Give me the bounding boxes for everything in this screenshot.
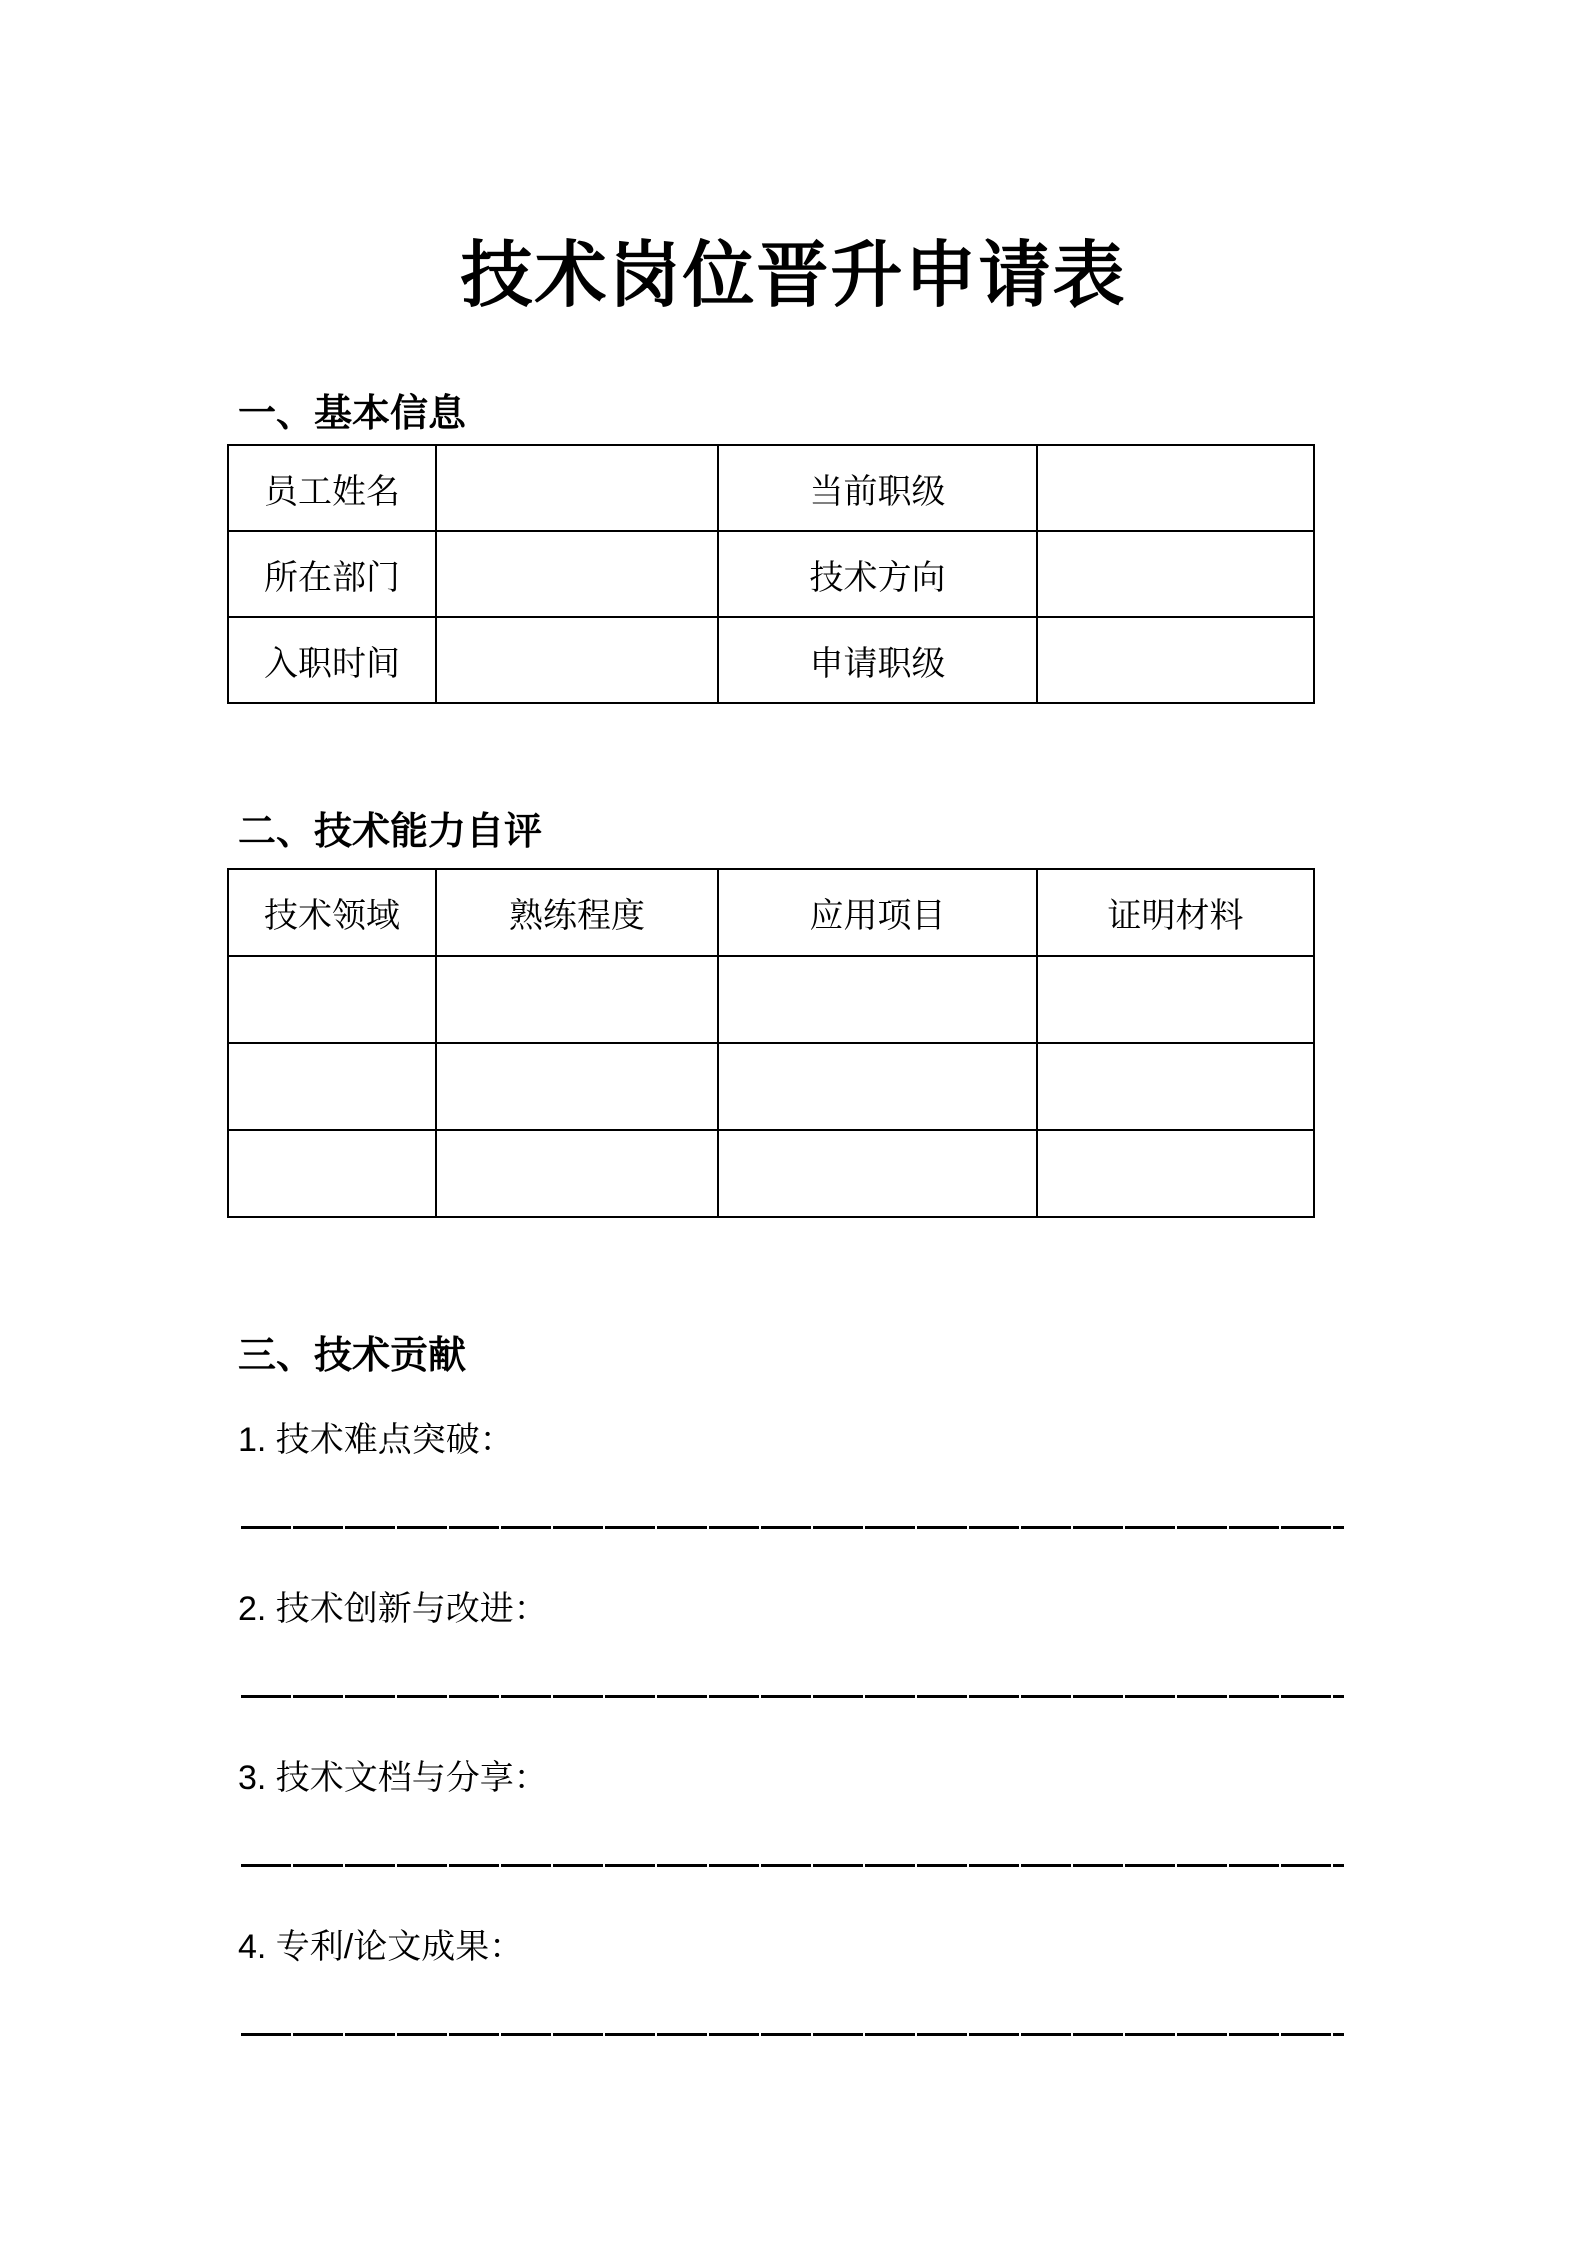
field-label: 所在部门 [228,531,436,617]
skill-empty-cell[interactable] [436,956,718,1043]
skill-empty-cell[interactable] [1037,1043,1314,1130]
page-title: 技术岗位晋升申请表 [460,236,1127,316]
contribution-item [238,1758,1587,1867]
basic-info-row [228,445,1314,531]
fill-in-line[interactable] [241,1695,1344,1698]
contribution-label: 2. 技术创新与改进： [238,1590,548,1628]
field-label: 技术方向 [718,531,1037,617]
fill-in-line[interactable] [241,1864,1344,1867]
section-basic-info [0,392,1587,704]
contribution-item [238,1589,1587,1698]
section-self-assessment [0,810,1587,1218]
skill-row [228,1043,1314,1130]
field-value-cell[interactable] [436,617,718,703]
self-assessment-heading: 二、技术能力自评 [238,811,543,853]
field-label: 申请职级 [718,617,1037,703]
skill-empty-cell[interactable] [718,1043,1037,1130]
field-label: 当前职级 [718,445,1037,531]
self-assessment-table [227,868,1315,1218]
basic-info-heading: 一、基本信息 [238,393,467,435]
field-value-cell[interactable] [1037,617,1314,703]
contribution-label: 1. 技术难点突破： [238,1421,514,1459]
skill-row [228,956,1314,1043]
field-label: 入职时间 [228,617,436,703]
contribution-item [238,1420,1587,1529]
basic-info-row [228,531,1314,617]
skill-empty-cell[interactable] [1037,1130,1314,1217]
contribution-item [238,1927,1587,2036]
skill-empty-cell[interactable] [718,956,1037,1043]
fill-in-line[interactable] [241,2033,1344,2036]
basic-info-table [227,444,1315,704]
field-value-cell[interactable] [436,445,718,531]
skill-empty-cell[interactable] [436,1043,718,1130]
contributions-list [238,1420,1587,2036]
skill-column-header: 应用项目 [718,869,1037,956]
field-value-cell[interactable] [1037,531,1314,617]
basic-info-row [228,617,1314,703]
skill-column-header: 技术领域 [228,869,436,956]
skill-empty-cell[interactable] [228,1043,436,1130]
skill-empty-cell[interactable] [228,1130,436,1217]
field-label: 员工姓名 [228,445,436,531]
skill-column-header: 证明材料 [1037,869,1314,956]
section-contributions [0,1334,1587,2036]
skill-empty-cell[interactable] [228,956,436,1043]
skill-header-row [228,869,1314,956]
contribution-label: 4. 专利/论文成果： [238,1928,524,1966]
skill-empty-cell[interactable] [718,1130,1037,1217]
contribution-label: 3. 技术文档与分享： [238,1759,548,1797]
fill-in-line[interactable] [241,1526,1344,1529]
field-value-cell[interactable] [1037,445,1314,531]
skill-column-header: 熟练程度 [436,869,718,956]
contributions-heading: 三、技术贡献 [238,1335,467,1377]
skill-row [228,1130,1314,1217]
skill-empty-cell[interactable] [436,1130,718,1217]
skill-empty-cell[interactable] [1037,956,1314,1043]
field-value-cell[interactable] [436,531,718,617]
